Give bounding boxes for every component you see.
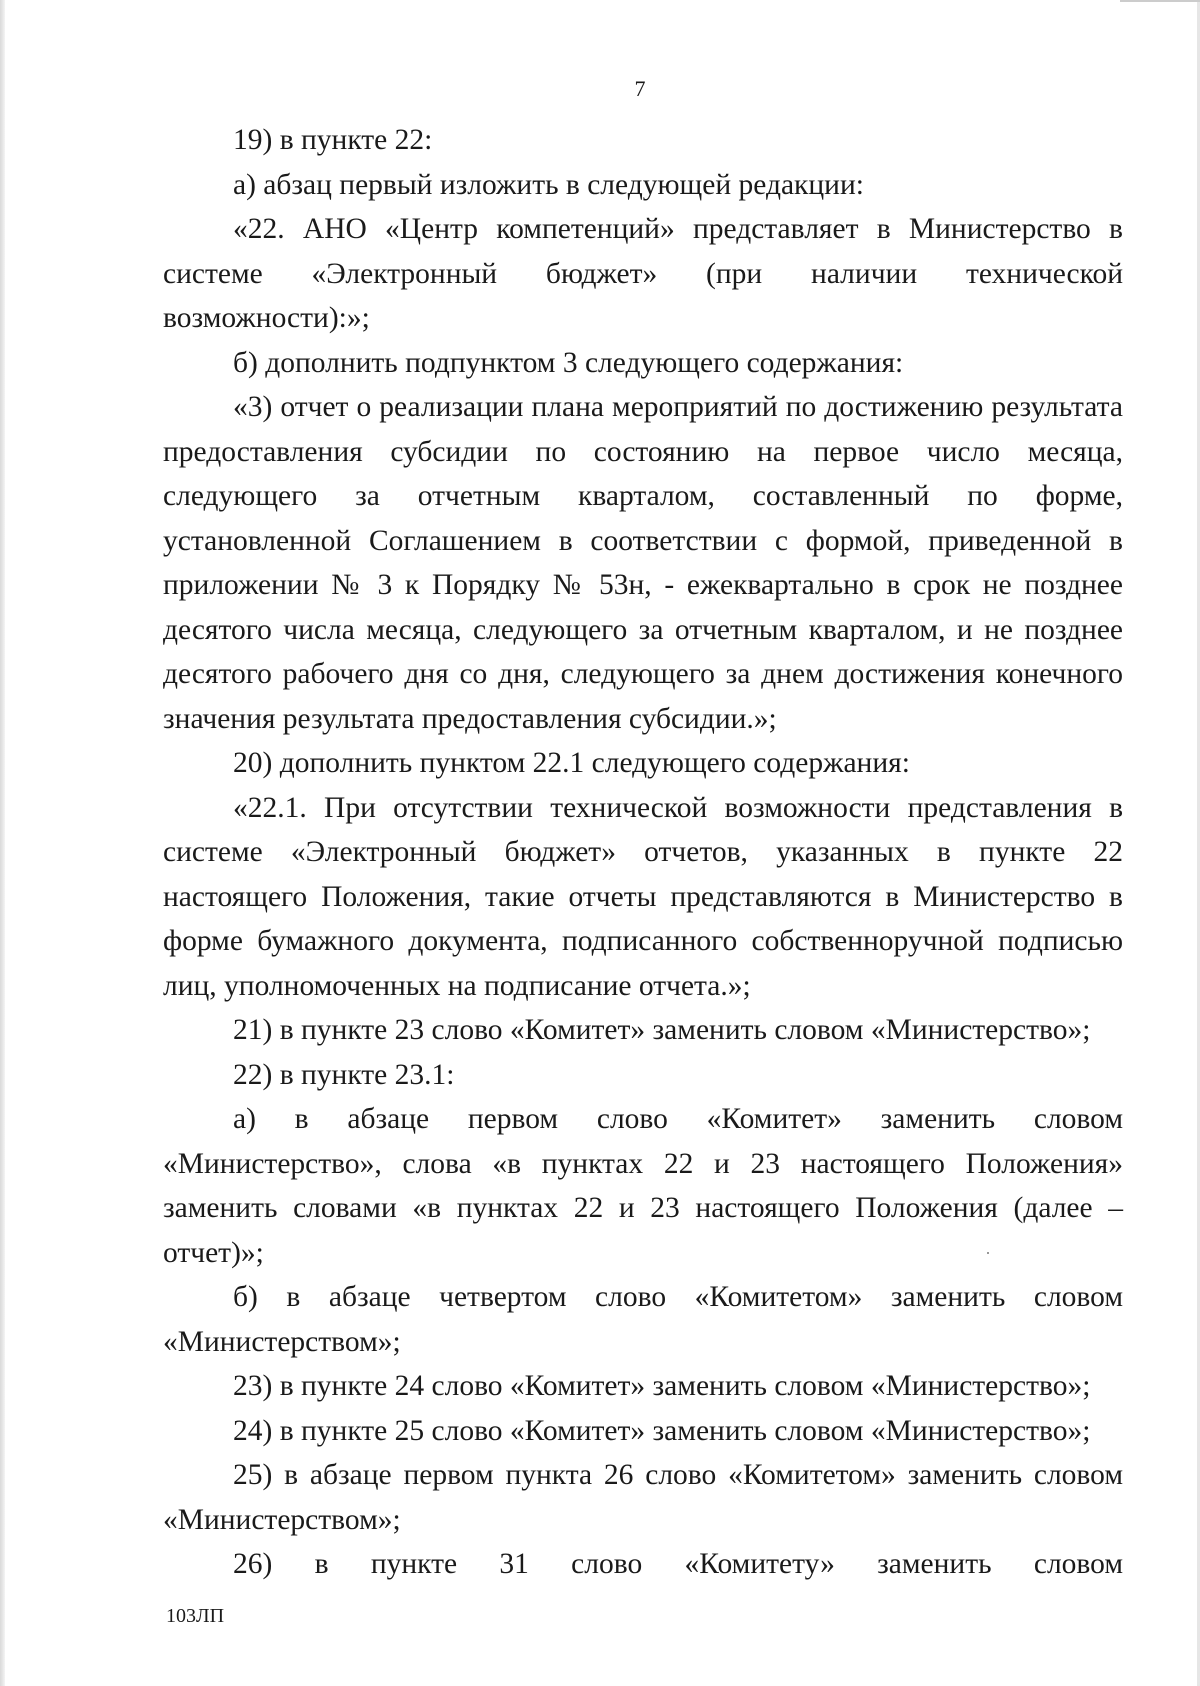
- paragraph-item-26: 26) в пункте 31 слово «Комитету» заменить словом: [233, 1548, 1123, 1580]
- scan-edge-left: [0, 0, 5, 1686]
- paragraph-quote-22-1: «22.1. При отсутствии технической возможности представления в системе «Электронный бюджет» отчетов, указанных в пункте 22 настоящего Положения, такие отчеты представляются в Министерство в форме бумажного документа, подписанного собственноручной подписью лиц, уполномоченных на подписание отчета.»;: [163, 791, 1123, 1002]
- paragraph-subitem-a-first-para: а) в абзаце первом слово «Комитет» заменить словом «Министерство», слова «в пунктах 22 и 23 настоящего Положения» заменить словами «в пунктах 22 и 23 настоящего Положения (далее – отчет)»;: [163, 1103, 1123, 1269]
- paragraph-item-20: 20) дополнить пунктом 22.1 следующего содержания:: [233, 747, 910, 779]
- paragraph-item-19: 19) в пункте 22:: [233, 124, 433, 156]
- document-code: 103ЛП: [166, 1605, 225, 1627]
- paragraph-quote-22: «22. АНО «Центр компетенций» представляет в Министерство в системе «Электронный бюджет» (при наличии технической возможности):»;: [163, 213, 1123, 334]
- paragraph-subitem-b-fourth-para: б) в абзаце четвертом слово «Комитетом» заменить словом «Министерством»;: [163, 1281, 1123, 1358]
- paragraph-subitem-a-redaction: а) абзац первый изложить в следующей редакции:: [233, 168, 864, 201]
- paragraph-item-24: 24) в пункте 25 слово «Комитет» заменить словом «Министерство»;: [233, 1414, 1091, 1447]
- paragraph-item-23: 23) в пункте 24 слово «Комитет» заменить словом «Министерство»;: [233, 1370, 1091, 1402]
- document-body: [163, 118, 1123, 1587]
- scan-speck: [987, 1252, 989, 1254]
- paragraph-item-22: 22) в пункте 23.1:: [233, 1058, 455, 1091]
- paragraph-quote-3-report: «3) отчет о реализации плана мероприятий по достижению результата предоставления субсидии по состоянию на первое число месяца, следующего за отчетным кварталом, составленный по форме, установленной Соглашением в соответствии с формой, приведенной в приложении № 3 к Порядку № 53н, - ежеквартально в срок не позднее десятого числа месяца, следующего за отчетным кварталом, и не позднее десятого рабочего дня со дня, следующего за днем достижения конечного значения результата предоставления субсидии.»;: [163, 391, 1123, 735]
- paragraph-item-25: 25) в абзаце первом пункта 26 слово «Комитетом» заменить словом «Министерством»;: [163, 1459, 1123, 1536]
- paragraph-subitem-b-supplement: б) дополнить подпунктом 3 следующего содержания:: [233, 346, 904, 379]
- page-number: 7: [634, 76, 646, 101]
- paragraph-item-21: 21) в пункте 23 слово «Комитет» заменить словом «Министерство»;: [233, 1014, 1091, 1046]
- scan-top-line: [1120, 0, 1200, 2]
